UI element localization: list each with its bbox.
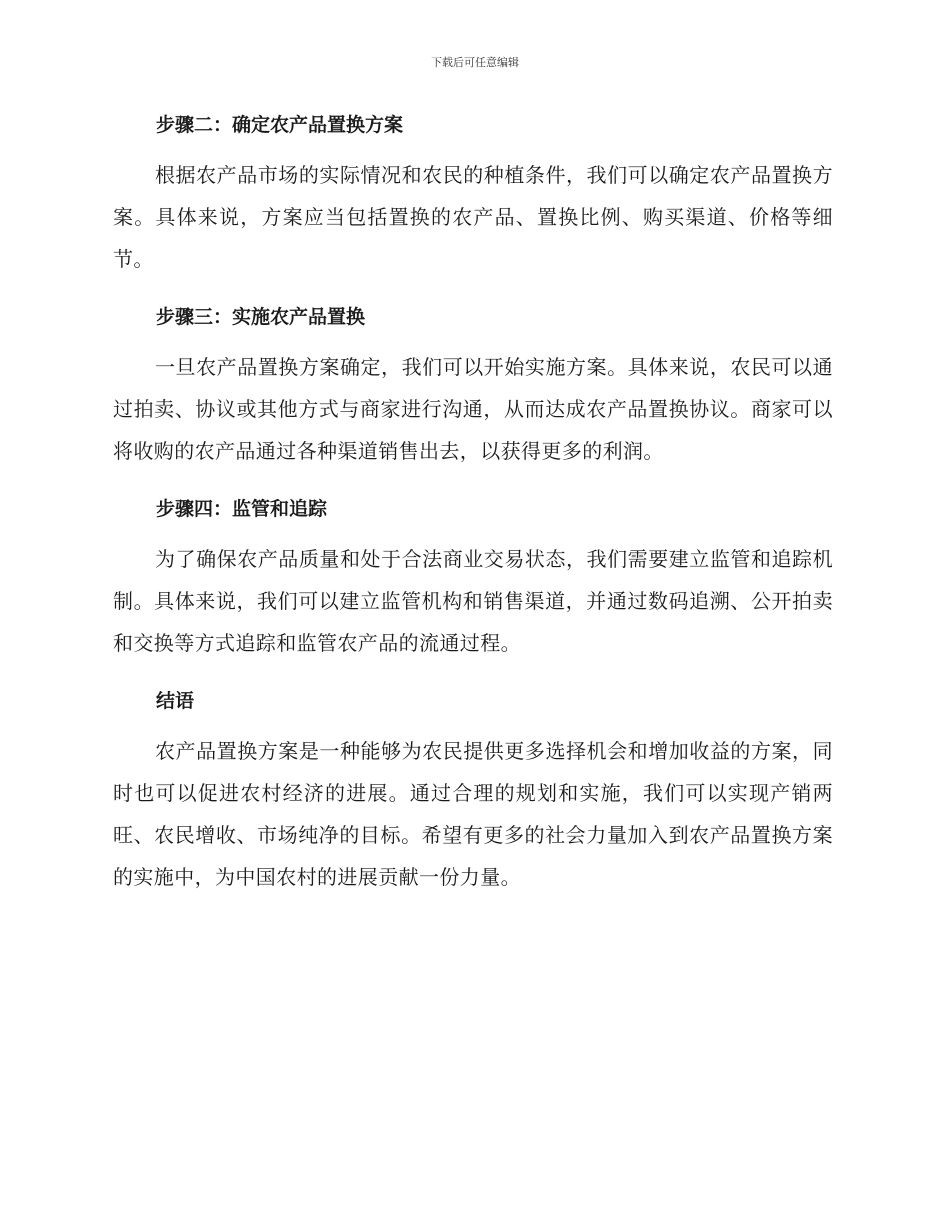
section-heading-conclusion: 结语 — [156, 690, 195, 712]
section-paragraph-conclusion: 农产品置换方案是一种能够为农民提供更多选择机会和增加收益的方案，同时也可以促进农村经济的进展。通过合理的规划和实施，我们可以实现产销两旺、农民增收、市场纯净的目标。希望有更多的社会力量加入到农产品置换方案的实施中，为中国农村的进展贡献一份力量。 — [113, 739, 833, 889]
section-paragraph-step-4: 为了确保农产品质量和处于合法商业交易状态，我们需要建立监管和追踪机制。具体来说，我们可以建立监管机构和销售渠道，并通过数码追溯、公开拍卖和交换等方式追踪和监管农产品的流通过程。 — [113, 547, 833, 655]
section-heading-step-3: 步骤三：实施农产品置换 — [156, 306, 366, 328]
section-heading-step-2: 步骤二：确定农产品置换方案 — [156, 114, 404, 136]
document-body — [113, 110, 833, 898]
section-paragraph-step-3: 一旦农产品置换方案确定，我们可以开始实施方案。具体来说，农民可以通过拍卖、协议或其他方式与商家进行沟通，从而达成农产品置换协议。商家可以将收购的农产品通过各种渠道销售出去，以获得更多的利润。 — [113, 355, 833, 463]
page-header: 下载后可任意编辑 — [431, 56, 519, 69]
section-paragraph-step-2: 根据农产品市场的实际情况和农民的种植条件，我们可以确定农产品置换方案。具体来说，方案应当包括置换的农产品、置换比例、购买渠道、价格等细节。 — [113, 163, 833, 271]
section-heading-step-4: 步骤四：监管和追踪 — [156, 498, 328, 520]
